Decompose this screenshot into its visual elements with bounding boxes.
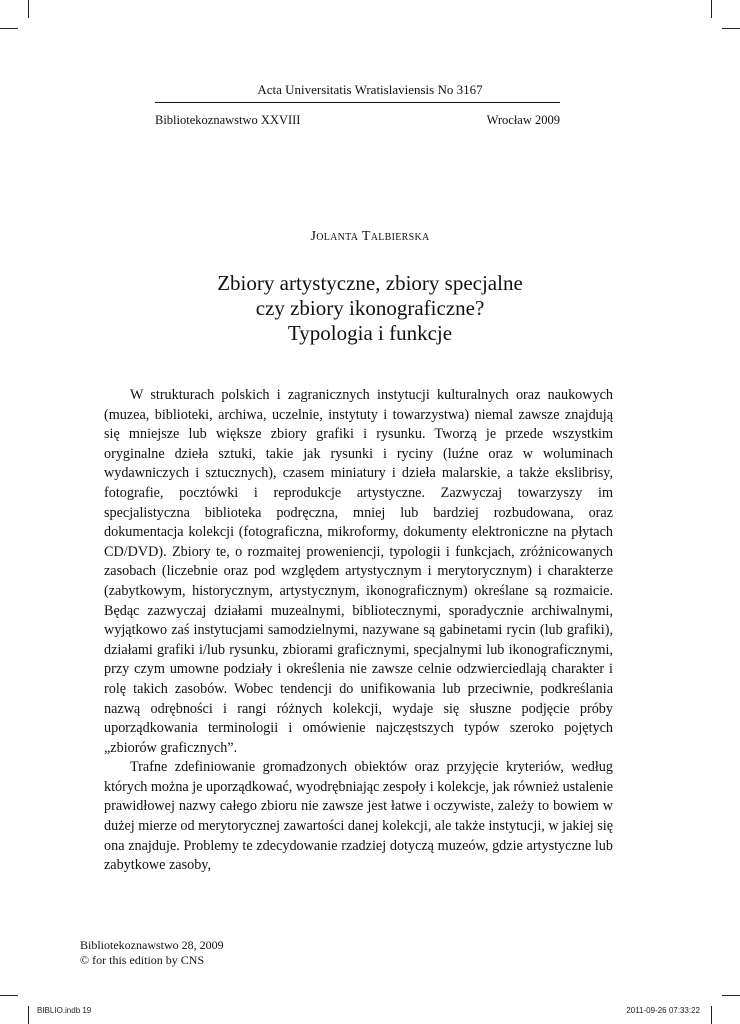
crop-mark	[0, 28, 18, 29]
title-line: czy zbiory ikonograficzne?	[255, 296, 485, 320]
place-year: Wrocław 2009	[486, 113, 560, 127]
crop-mark	[711, 1006, 712, 1024]
header-rule	[155, 102, 560, 103]
crop-mark	[722, 28, 740, 29]
crop-mark	[711, 0, 712, 18]
title-line: Typologia i funkcje	[287, 321, 453, 345]
article-author: Jolanta Talbierska	[310, 229, 430, 244]
footer-copyright: © for this edition by CNS	[80, 953, 205, 967]
printer-slug-file: BIBLIO.indb 19	[37, 1006, 92, 1015]
crop-mark	[0, 995, 18, 996]
series-label: Bibliotekoznawstwo XXVIII	[155, 113, 301, 127]
crop-mark	[28, 1006, 29, 1024]
article-title	[0, 271, 740, 346]
journal-title: Acta Universitatis Wratislaviensis No 3167	[257, 82, 483, 97]
printer-slug-timestamp: 2011-09-26 07:33:22	[626, 1006, 700, 1015]
body-paragraph: Trafne zdefiniowanie gromadzonych obiektów oraz przyjęcie kryteriów, według których można je uporządkować, wyodrębniając zespoły i kolekcje, jak również ustalenie prawidłowej nazwy całego zbioru nie zawsze jest łatwe i oczywiste, zależy to bowiem w dużej mierze od merytorycznej zawartości danej kolekcji, ale także instytucji, w jakiej się ona znajduje. Problemy te zdecydowanie rzadziej dotyczą muzeów, gdzie artystyczne lub zabytkowe zasoby,	[104, 759, 613, 874]
footer-journal: Bibliotekoznawstwo 28, 2009	[80, 938, 224, 952]
crop-mark	[28, 0, 29, 18]
article-body	[104, 386, 613, 876]
body-paragraph: W strukturach polskich i zagranicznych instytucji kulturalnych oraz naukowych (muzea, biblioteki, archiwa, uczelnie, instytuty i towarzystwa) niemal zawsze znajdują się mniejsze lub większe zbiory grafiki i rysunku. Tworzą je przede wszystkim oryginalne dzieła sztuki, takie jak rysunki i ryciny (luźne oraz w woluminach wydawniczych i sztucznych), czasem miniatury i dzieła malarskie, a także ekslibrisy, fotografie, pocztówki i reprodukcje artystyczne. Zazwyczaj towarzyszy im specjalistyczna biblioteka podręczna, mniej lub bardziej rozbudowana, oraz dokumentacja kolekcji (fotograficzna, mikroformy, dokumenty elektroniczne na płytach CD/DVD). Zbiory te, o rozmaitej proweniencji, typologii i funkcjach, zróżnicowanych zasobach (liczebnie oraz pod względem artystycznym i merytorycznym) i charakterze (zabytkowym, historycznym, artystycznym, ikonograficznym) określane są rozmaicie. Będąc zazwyczaj działami muzealnymi, bibliotecznymi, sporadycznie archiwalnymi, wyjątkowo zaś instytucjami samodzielnymi, nazywane są gabinetami rycin (lub grafiki), działami grafiki i/lub rysunku, zbiorami graficznymi, specjalnymi lub ikonograficznymi, przy czym umowne podziały i określenia nie zawsze celnie odzwierciedlają charakter i rolę takich zasobów. Wobec tendencji do unifikowania lub przeciwnie, podkreślania nazwą odrębności i rangi różnych kolekcji, wydaje się słuszne podjęcie próby uporządkowania terminologii i omówienie najczęstszych typów szeroko pojętych „zbiorów graficznych”.	[104, 387, 613, 756]
copyright-footer	[80, 938, 224, 968]
crop-mark	[722, 995, 740, 996]
title-line: Zbiory artystyczne, zbiory specjalne	[217, 271, 523, 295]
